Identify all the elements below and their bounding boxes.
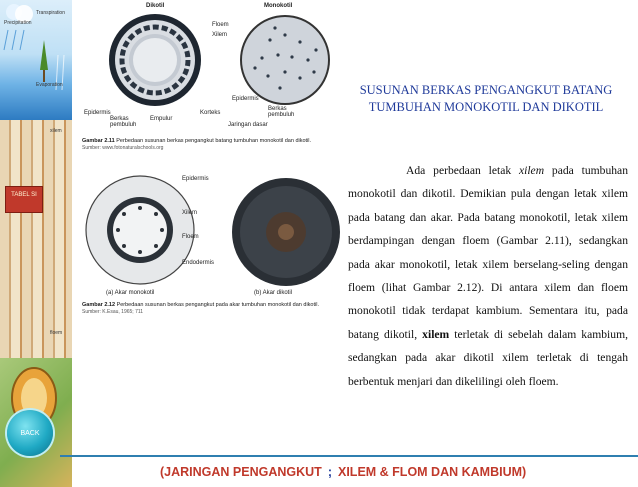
- korteks-label: Korteks: [200, 110, 221, 116]
- berkas-pembuluh-label-right: Berkas pembuluh: [268, 106, 295, 118]
- endodermis-label: Endodermis: [182, 260, 215, 266]
- caption-number: Gambar 2.11: [82, 138, 115, 144]
- jaringan-dasar-label: Jaringan dasar: [228, 122, 268, 128]
- caption-text-2: Perbedaan susunan berkas pengangkut pada akar tumbuhan monokotil dan dikotil.: [116, 302, 319, 308]
- title-line-2: TUMBUHAN MONOKOTIL DAN DIKOTIL: [368, 100, 604, 114]
- root-cross-section-figure: [80, 172, 342, 342]
- section-title: [350, 82, 622, 116]
- monocot-stem-icon: [230, 10, 340, 110]
- caption-source-2: Sumber: K.Esau, 1965; 711: [82, 309, 144, 315]
- title-line-1: SUSUNAN BERKAS PENGANGKUT BATANG: [359, 83, 613, 97]
- caption-source: Sumber: www.fotonaturalschools.org: [82, 145, 164, 151]
- transpiration-label: Transpiration: [36, 10, 65, 16]
- akar-dikotil-label: (b) Akar dikotil: [254, 290, 293, 296]
- figure-2-11-caption: [82, 138, 342, 152]
- stem-cross-section-figure: [80, 0, 342, 150]
- xylem-cells-image: [0, 120, 72, 358]
- floem-root-label: Floem: [182, 234, 199, 240]
- water-cycle-image: [0, 0, 72, 120]
- empulur-label: Empulur: [150, 116, 173, 122]
- epidermis-root-label: Epidermis: [182, 176, 209, 182]
- akar-monokotil-label: (a) Akar monokotil: [106, 290, 155, 296]
- monocot-root-icon: [82, 172, 202, 288]
- berkas-pembuluh-label-left: Berkas pembuluh: [110, 116, 137, 128]
- monokotil-title: Monokotil: [264, 3, 293, 9]
- caption-text: Perbedaan susunan berkas pengangkut batang tumbuhan monokotil dan dikotil.: [116, 138, 312, 144]
- footer-divider: [60, 455, 638, 457]
- back-button[interactable]: BACK: [7, 410, 53, 456]
- dikotil-title: Dikotil: [146, 3, 165, 9]
- footer-close-paren: ): [522, 465, 527, 479]
- footer-part-2: XILEM & FLOM DAN KAMBIUM: [338, 465, 523, 479]
- footer-open-paren: (: [160, 465, 165, 479]
- xilem-label: Xilem: [212, 32, 228, 38]
- epidermis-label-right: Epidermis: [232, 96, 259, 102]
- xilem-root-label: Xilem: [182, 210, 198, 216]
- xilem-strip-label: xilem: [50, 128, 62, 134]
- footer-title: [160, 460, 638, 484]
- water-cycle-icon: [0, 0, 72, 120]
- body-xilem-italic: xilem: [518, 164, 545, 177]
- tabel-button[interactable]: TABEL SI: [5, 186, 43, 213]
- body-xilem-bold: xilem: [422, 327, 450, 341]
- caption-number-2: Gambar 2.12: [82, 302, 116, 308]
- body-part-1: Ada perbedaan letak: [406, 164, 512, 177]
- evaporation-label: Evaporation: [36, 82, 63, 88]
- body-paragraph: [348, 159, 628, 393]
- body-part-3: terletak di sebelah dalam kambium, sedangkan pada akar dikotil xilem terletak di tengah berbentuk menjari dan dikelilingi oleh floem.: [348, 327, 628, 388]
- precipitation-label: Precipitation: [4, 20, 32, 26]
- figure-2-12-caption: [82, 302, 342, 316]
- dicot-stem-icon: [100, 10, 210, 110]
- footer-part-1: JARINGAN PENGANGKUT: [164, 465, 322, 479]
- floem-label: Floem: [212, 22, 229, 28]
- body-part-2: pada tumbuhan monokotil dan dikotil. Demikian pula dengan letak xilem pada batang dan akar. Pada batang monokotil, letak xilem berdampingan dengan floem (Gambar 2.11), sedangkan pada akar monokotil, letak xilem berselang-seling dengan floem (lihat Gambar 2.12). Di antara xilem dan floem monokotil tidak terdapat kambium. Sementara itu, pada batang dikotil,: [348, 164, 628, 341]
- floem-strip-label: floem: [50, 330, 63, 336]
- epidermis-label-left: Epidermis: [84, 110, 111, 116]
- footer-separator: ;: [327, 465, 332, 479]
- dicot-root-icon: [230, 176, 342, 288]
